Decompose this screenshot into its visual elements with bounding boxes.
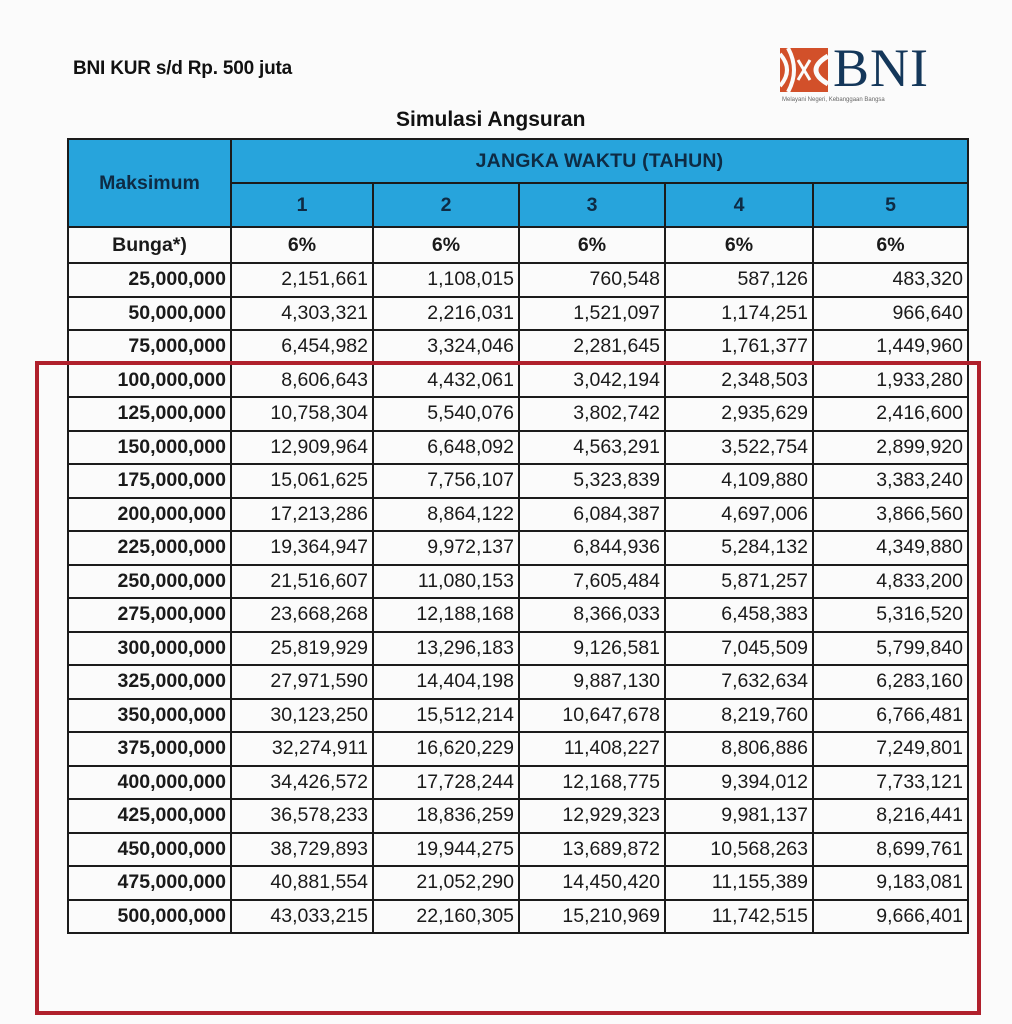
table-row [68, 431, 968, 465]
installment-cell-year-4: 11,155,389 [665, 866, 813, 900]
installment-cell-year-5: 3,383,240 [813, 464, 968, 498]
installment-cell-year-3: 2,281,645 [519, 330, 665, 364]
bni-logo-text: BNI [833, 38, 929, 98]
installment-cell-year-3: 10,647,678 [519, 699, 665, 733]
column-header-year-1: 1 [231, 183, 373, 227]
table-row [68, 799, 968, 833]
loan-amount-cell: 100,000,000 [68, 364, 231, 398]
bni-logo-mark-icon [780, 48, 828, 92]
installment-cell-year-4: 6,458,383 [665, 598, 813, 632]
installment-table [67, 138, 969, 934]
loan-amount-cell: 200,000,000 [68, 498, 231, 532]
column-header-year-3: 3 [519, 183, 665, 227]
installment-cell-year-4: 1,761,377 [665, 330, 813, 364]
loan-amount-cell: 425,000,000 [68, 799, 231, 833]
column-header-year-2: 2 [373, 183, 519, 227]
loan-amount-cell: 225,000,000 [68, 531, 231, 565]
loan-amount-cell: 375,000,000 [68, 732, 231, 766]
installment-cell-year-3: 8,366,033 [519, 598, 665, 632]
installment-cell-year-3: 1,521,097 [519, 297, 665, 331]
installment-cell-year-3: 7,605,484 [519, 565, 665, 599]
installment-cell-year-4: 7,045,509 [665, 632, 813, 666]
table-row [68, 866, 968, 900]
loan-amount-cell: 500,000,000 [68, 900, 231, 934]
document-title: BNI KUR s/d Rp. 500 juta [73, 58, 293, 79]
installment-cell-year-4: 1,174,251 [665, 297, 813, 331]
installment-cell-year-4: 4,109,880 [665, 464, 813, 498]
installment-cell-year-1: 30,123,250 [231, 699, 373, 733]
interest-rate-year-5: 6% [813, 227, 968, 263]
installment-cell-year-2: 22,160,305 [373, 900, 519, 934]
installment-cell-year-5: 1,933,280 [813, 364, 968, 398]
loan-amount-cell: 275,000,000 [68, 598, 231, 632]
table-title: Simulasi Angsuran [396, 108, 586, 131]
installment-cell-year-3: 6,844,936 [519, 531, 665, 565]
loan-amount-cell: 150,000,000 [68, 431, 231, 465]
installment-cell-year-1: 43,033,215 [231, 900, 373, 934]
installment-cell-year-3: 3,802,742 [519, 397, 665, 431]
installment-cell-year-4: 587,126 [665, 263, 813, 297]
installment-cell-year-2: 6,648,092 [373, 431, 519, 465]
column-header-year-4: 4 [665, 183, 813, 227]
installment-cell-year-3: 760,548 [519, 263, 665, 297]
installment-cell-year-5: 2,416,600 [813, 397, 968, 431]
installment-cell-year-3: 9,126,581 [519, 632, 665, 666]
installment-cell-year-3: 12,168,775 [519, 766, 665, 800]
loan-amount-cell: 350,000,000 [68, 699, 231, 733]
installment-cell-year-2: 11,080,153 [373, 565, 519, 599]
table-row [68, 598, 968, 632]
loan-amount-cell: 250,000,000 [68, 565, 231, 599]
installment-cell-year-5: 966,640 [813, 297, 968, 331]
column-header-year-5: 5 [813, 183, 968, 227]
installment-cell-year-3: 6,084,387 [519, 498, 665, 532]
installment-cell-year-3: 14,450,420 [519, 866, 665, 900]
installment-cell-year-2: 21,052,290 [373, 866, 519, 900]
installment-cell-year-2: 8,864,122 [373, 498, 519, 532]
loan-amount-cell: 25,000,000 [68, 263, 231, 297]
installment-cell-year-1: 19,364,947 [231, 531, 373, 565]
installment-cell-year-2: 2,216,031 [373, 297, 519, 331]
installment-cell-year-4: 2,348,503 [665, 364, 813, 398]
installment-cell-year-1: 2,151,661 [231, 263, 373, 297]
installment-cell-year-2: 7,756,107 [373, 464, 519, 498]
installment-cell-year-3: 11,408,227 [519, 732, 665, 766]
installment-cell-year-4: 4,697,006 [665, 498, 813, 532]
installment-cell-year-5: 3,866,560 [813, 498, 968, 532]
installment-cell-year-4: 2,935,629 [665, 397, 813, 431]
table-row [68, 900, 968, 934]
table-row [68, 364, 968, 398]
installment-cell-year-3: 5,323,839 [519, 464, 665, 498]
interest-rate-year-3: 6% [519, 227, 665, 263]
column-group-jangka-waktu: JANGKA WAKTU (TAHUN) [231, 139, 968, 183]
installment-cell-year-1: 8,606,643 [231, 364, 373, 398]
loan-amount-cell: 400,000,000 [68, 766, 231, 800]
table-row [68, 565, 968, 599]
table-row [68, 498, 968, 532]
table-row [68, 397, 968, 431]
table-row [68, 766, 968, 800]
installment-cell-year-5: 6,766,481 [813, 699, 968, 733]
installment-cell-year-4: 7,632,634 [665, 665, 813, 699]
installment-cell-year-5: 9,183,081 [813, 866, 968, 900]
installment-cell-year-1: 23,668,268 [231, 598, 373, 632]
installment-cell-year-2: 12,188,168 [373, 598, 519, 632]
installment-cell-year-1: 15,061,625 [231, 464, 373, 498]
installment-cell-year-3: 12,929,323 [519, 799, 665, 833]
installment-cell-year-5: 9,666,401 [813, 900, 968, 934]
installment-cell-year-5: 5,799,840 [813, 632, 968, 666]
table-row [68, 263, 968, 297]
installment-cell-year-5: 7,249,801 [813, 732, 968, 766]
installment-cell-year-4: 5,871,257 [665, 565, 813, 599]
installment-cell-year-5: 7,733,121 [813, 766, 968, 800]
installment-cell-year-5: 8,699,761 [813, 833, 968, 867]
installment-cell-year-5: 4,833,200 [813, 565, 968, 599]
installment-cell-year-1: 27,971,590 [231, 665, 373, 699]
installment-cell-year-4: 9,981,137 [665, 799, 813, 833]
installment-cell-year-2: 15,512,214 [373, 699, 519, 733]
interest-rate-row [68, 227, 968, 263]
installment-cell-year-5: 1,449,960 [813, 330, 968, 364]
installment-cell-year-2: 9,972,137 [373, 531, 519, 565]
installment-cell-year-1: 12,909,964 [231, 431, 373, 465]
installment-cell-year-5: 8,216,441 [813, 799, 968, 833]
installment-cell-year-1: 34,426,572 [231, 766, 373, 800]
table-row [68, 330, 968, 364]
installment-cell-year-2: 1,108,015 [373, 263, 519, 297]
installment-cell-year-3: 3,042,194 [519, 364, 665, 398]
loan-amount-cell: 475,000,000 [68, 866, 231, 900]
table-row [68, 665, 968, 699]
installment-cell-year-2: 4,432,061 [373, 364, 519, 398]
bni-logo-tagline: Melayani Negeri, Kebanggaan Bangsa [782, 97, 885, 103]
installment-cell-year-1: 17,213,286 [231, 498, 373, 532]
installment-cell-year-4: 3,522,754 [665, 431, 813, 465]
table-row [68, 732, 968, 766]
installment-cell-year-2: 17,728,244 [373, 766, 519, 800]
loan-amount-cell: 125,000,000 [68, 397, 231, 431]
installment-cell-year-1: 10,758,304 [231, 397, 373, 431]
installment-cell-year-1: 40,881,554 [231, 866, 373, 900]
loan-amount-cell: 300,000,000 [68, 632, 231, 666]
loan-amount-cell: 50,000,000 [68, 297, 231, 331]
installment-cell-year-2: 14,404,198 [373, 665, 519, 699]
installment-cell-year-1: 32,274,911 [231, 732, 373, 766]
bni-logo [778, 38, 953, 112]
installment-cell-year-2: 13,296,183 [373, 632, 519, 666]
installment-cell-year-2: 16,620,229 [373, 732, 519, 766]
installment-cell-year-5: 5,316,520 [813, 598, 968, 632]
column-header-maksimum: Maksimum [68, 139, 231, 227]
table-row [68, 632, 968, 666]
installment-cell-year-1: 6,454,982 [231, 330, 373, 364]
installment-cell-year-4: 9,394,012 [665, 766, 813, 800]
installment-cell-year-1: 25,819,929 [231, 632, 373, 666]
table-row [68, 699, 968, 733]
installment-cell-year-1: 36,578,233 [231, 799, 373, 833]
installment-cell-year-5: 6,283,160 [813, 665, 968, 699]
installment-cell-year-5: 483,320 [813, 263, 968, 297]
installment-cell-year-4: 8,219,760 [665, 699, 813, 733]
table-row [68, 297, 968, 331]
interest-rate-year-2: 6% [373, 227, 519, 263]
installment-cell-year-3: 9,887,130 [519, 665, 665, 699]
table-row [68, 833, 968, 867]
loan-amount-cell: 450,000,000 [68, 833, 231, 867]
installment-cell-year-2: 19,944,275 [373, 833, 519, 867]
installment-cell-year-3: 13,689,872 [519, 833, 665, 867]
loan-amount-cell: 75,000,000 [68, 330, 231, 364]
installment-cell-year-2: 3,324,046 [373, 330, 519, 364]
installment-cell-year-5: 4,349,880 [813, 531, 968, 565]
table-row [68, 531, 968, 565]
installment-cell-year-1: 4,303,321 [231, 297, 373, 331]
installment-cell-year-4: 10,568,263 [665, 833, 813, 867]
loan-amount-cell: 175,000,000 [68, 464, 231, 498]
installment-cell-year-5: 2,899,920 [813, 431, 968, 465]
loan-amount-cell: 325,000,000 [68, 665, 231, 699]
installment-cell-year-4: 11,742,515 [665, 900, 813, 934]
interest-rate-year-1: 6% [231, 227, 373, 263]
installment-cell-year-1: 38,729,893 [231, 833, 373, 867]
installment-cell-year-2: 5,540,076 [373, 397, 519, 431]
installment-cell-year-4: 8,806,886 [665, 732, 813, 766]
installment-cell-year-4: 5,284,132 [665, 531, 813, 565]
interest-rate-year-4: 6% [665, 227, 813, 263]
installment-cell-year-3: 4,563,291 [519, 431, 665, 465]
installment-cell-year-2: 18,836,259 [373, 799, 519, 833]
table-row [68, 464, 968, 498]
installment-cell-year-3: 15,210,969 [519, 900, 665, 934]
interest-rate-label: Bunga*) [68, 227, 231, 263]
installment-cell-year-1: 21,516,607 [231, 565, 373, 599]
